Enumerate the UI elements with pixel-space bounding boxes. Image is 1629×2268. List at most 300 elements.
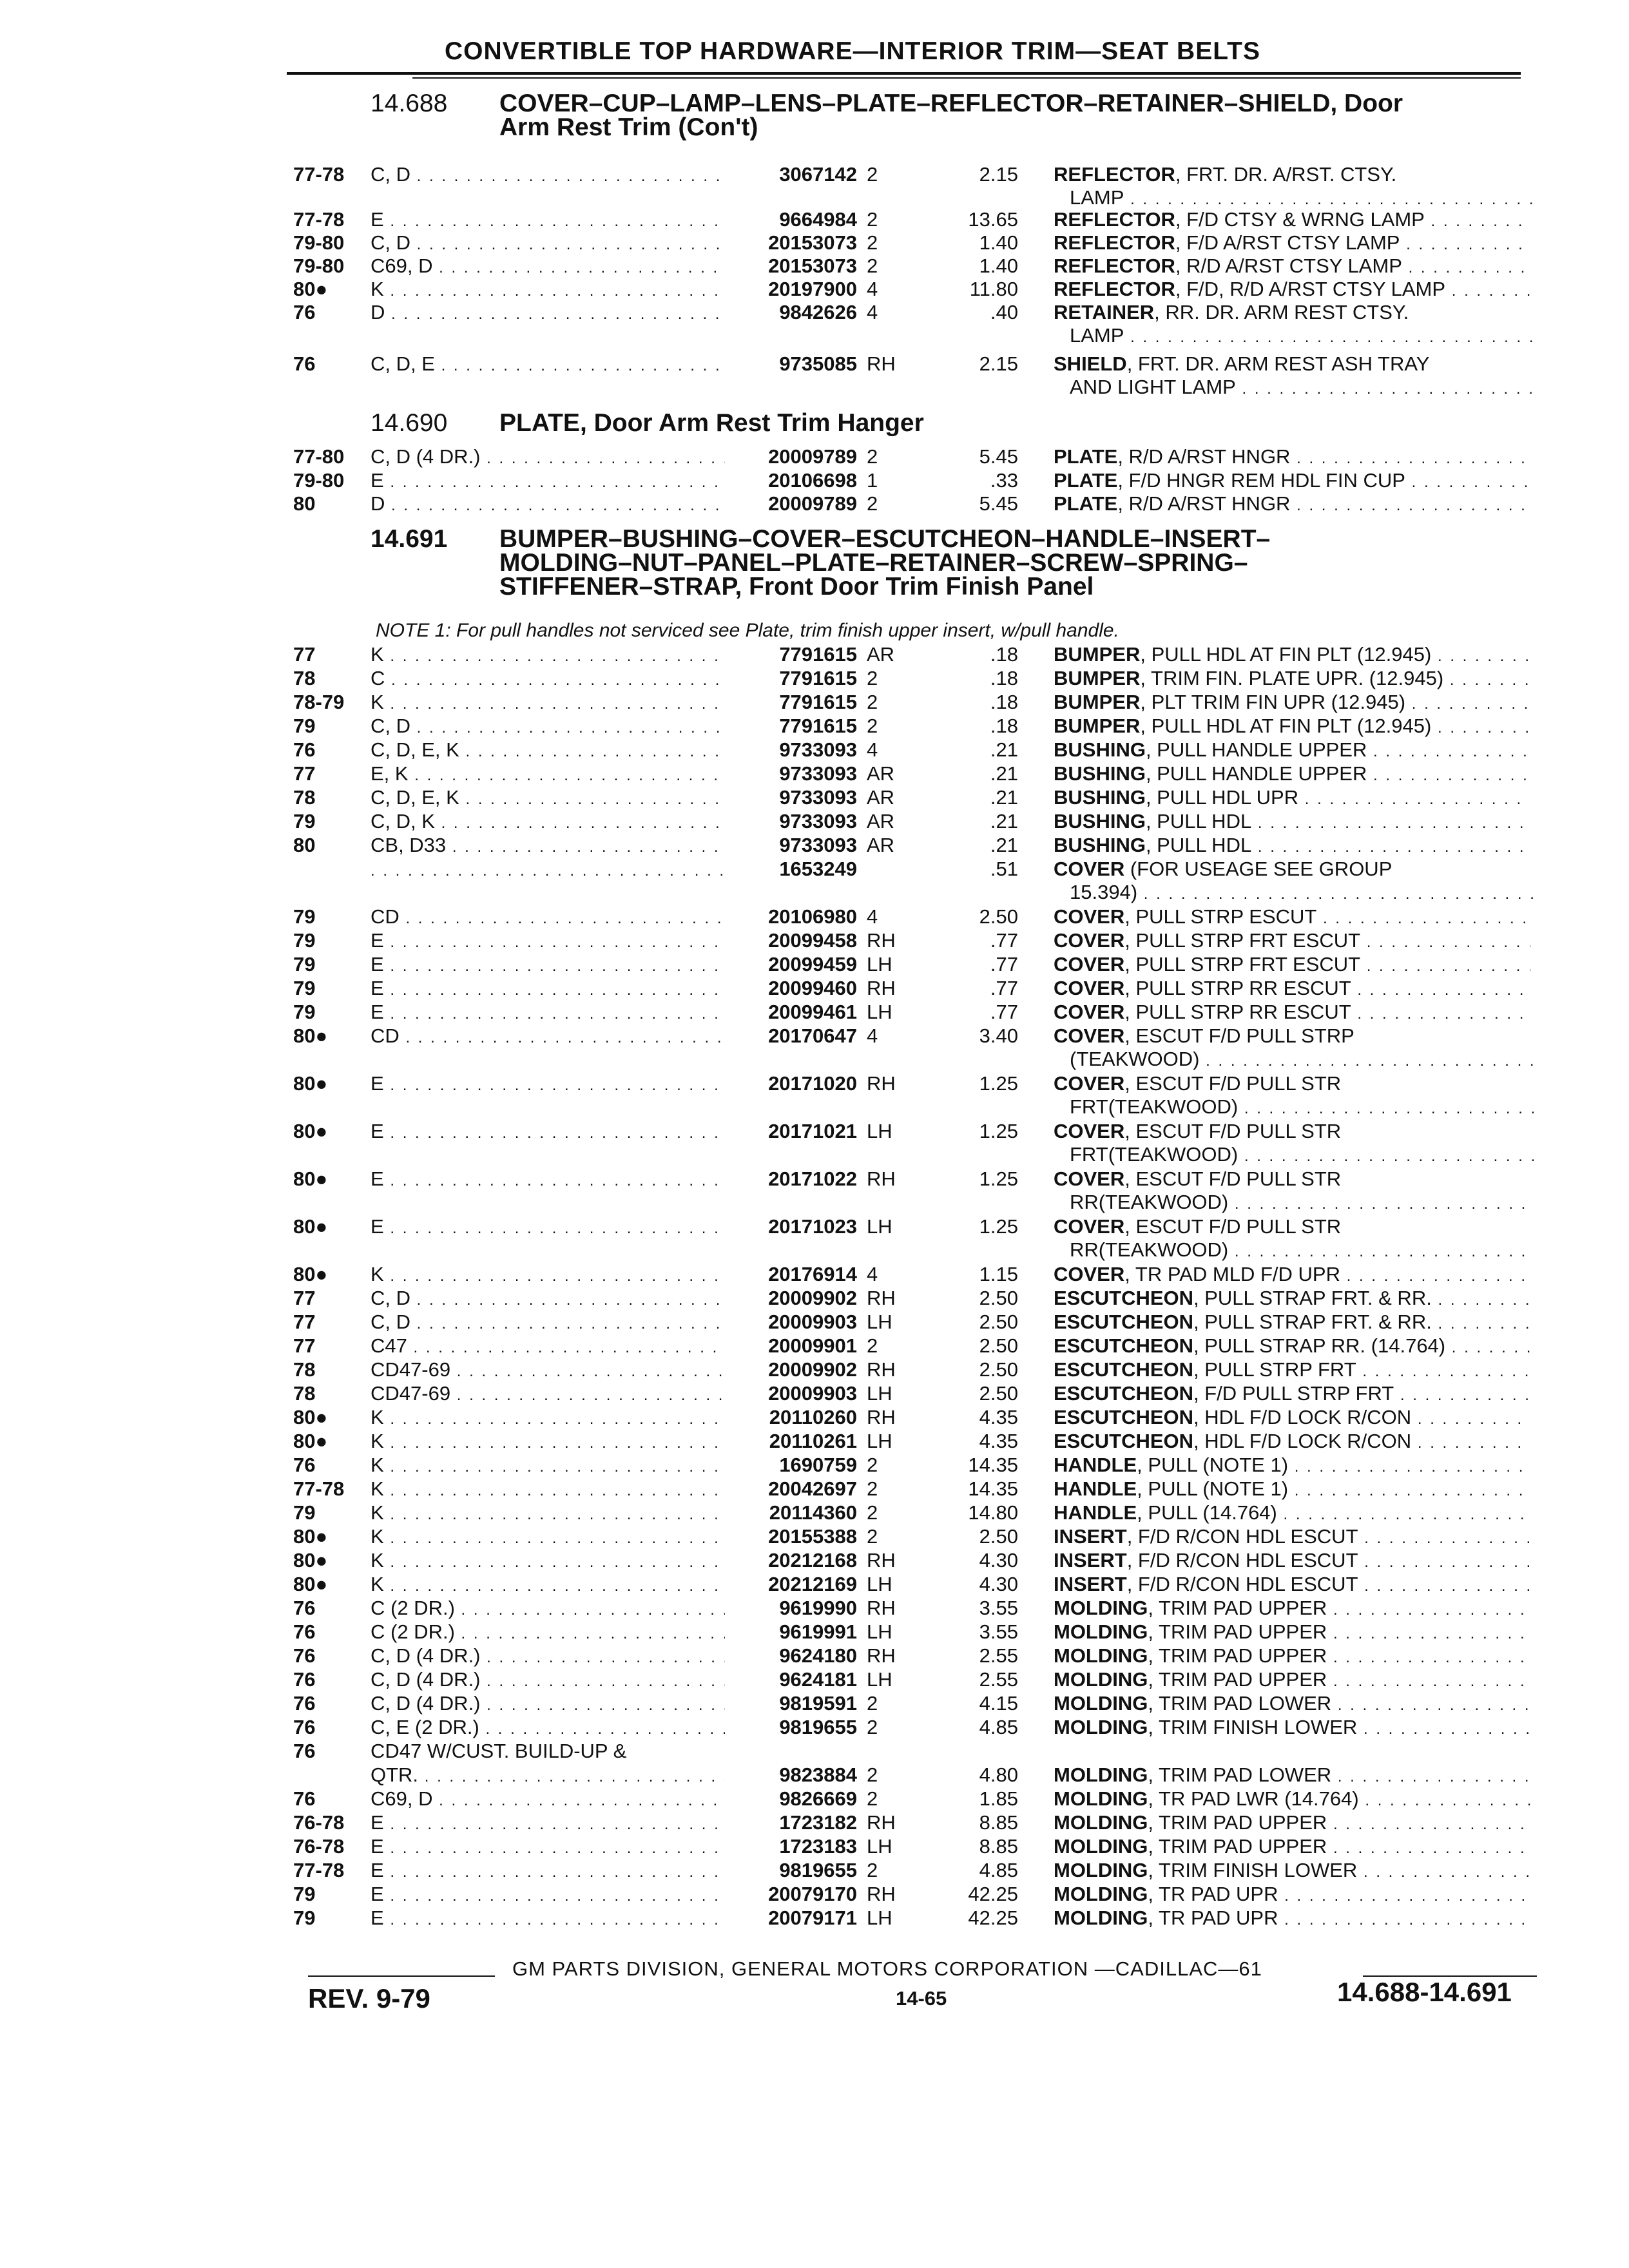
quantity: AR	[867, 643, 895, 666]
model-codes: E . . .	[371, 952, 725, 979]
part-detail: , TRIM PAD UPPER	[1148, 1644, 1327, 1667]
part-description	[1054, 714, 1530, 740]
section-number: 14.690	[371, 409, 448, 437]
price: 1.15	[979, 1263, 1018, 1285]
model-codes: C, D, E, K . . .	[371, 738, 725, 764]
part-name: HANDLE	[1054, 1454, 1137, 1476]
part-description	[1054, 952, 1530, 979]
quantity: LH	[867, 1215, 892, 1238]
part-detail: , ESCUT F/D PULL STRP	[1124, 1024, 1354, 1047]
model-years: 79	[293, 1501, 316, 1524]
price: 14.80	[968, 1501, 1018, 1524]
model-codes: K . . .	[371, 642, 725, 669]
part-name: COVER	[1054, 1263, 1125, 1285]
part-row	[0, 690, 1629, 715]
model-codes: K . . .	[371, 1477, 725, 1503]
part-number: 9733093	[779, 786, 857, 809]
part-name: MOLDING	[1054, 1859, 1148, 1881]
model-years: 77-78	[293, 1859, 345, 1881]
part-row	[0, 1834, 1629, 1859]
model-codes: E . . .	[371, 928, 725, 955]
part-description	[1054, 690, 1530, 716]
quantity: 2	[867, 1787, 878, 1810]
part-detail: , F/D HNGR REM HDL FIN CUP	[1117, 469, 1405, 492]
part-name: COVER	[1054, 1001, 1125, 1023]
part-row	[0, 1763, 1629, 1787]
model-codes: C, D . . .	[371, 714, 725, 740]
price: 1.25	[979, 1168, 1018, 1190]
model-codes: C, D . . .	[371, 1286, 725, 1312]
part-description	[1054, 1167, 1530, 1191]
model-codes: E, K . . .	[371, 762, 725, 788]
part-detail: , PULL HDL UPR	[1145, 786, 1299, 809]
part-row	[0, 1215, 1629, 1261]
part-name: PLATE	[1054, 469, 1118, 492]
part-description	[1054, 352, 1530, 376]
section-heading	[371, 527, 1537, 599]
part-description	[1054, 445, 1530, 471]
quantity: 2	[867, 715, 878, 737]
part-description	[1054, 1262, 1530, 1289]
part-name: REFLECTOR	[1054, 231, 1175, 254]
part-name: PLATE	[1054, 492, 1118, 515]
part-description	[1054, 905, 1530, 931]
part-row	[0, 1381, 1629, 1406]
model-years: 80●	[293, 1406, 328, 1428]
part-detail: , R/D A/RST HNGR	[1117, 492, 1291, 515]
part-row	[0, 1000, 1629, 1024]
part-detail-continued: LAMP . . .	[1070, 323, 1534, 350]
part-row	[0, 1024, 1629, 1070]
model-years: 77	[293, 1287, 316, 1309]
price: .40	[990, 301, 1018, 323]
quantity: LH	[867, 1311, 892, 1333]
part-number: 20110260	[769, 1406, 857, 1428]
part-row	[0, 928, 1629, 953]
part-row	[0, 666, 1629, 691]
price: 1.25	[979, 1215, 1018, 1238]
part-name: BUSHING	[1054, 810, 1146, 832]
part-description	[1054, 1000, 1530, 1026]
part-name: INSERT	[1054, 1549, 1127, 1571]
part-description	[1054, 1858, 1530, 1885]
part-name: MOLDING	[1054, 1716, 1148, 1738]
price: 2.55	[979, 1644, 1018, 1667]
part-row	[0, 1119, 1629, 1166]
part-number: 20099461	[768, 1001, 857, 1023]
quantity: 4	[867, 1263, 878, 1285]
model-years: 79	[293, 1883, 316, 1905]
part-name: BUSHING	[1054, 786, 1146, 809]
part-name: ESCUTCHEON	[1054, 1430, 1194, 1452]
part-number: 20009902	[768, 1358, 857, 1381]
model-years: 78-79	[293, 691, 345, 713]
part-number: 20099459	[768, 953, 857, 975]
model-codes: E . . .	[371, 1072, 725, 1098]
part-number: 20106980	[768, 905, 857, 928]
model-codes: D . . .	[371, 300, 725, 327]
part-number: 20079170	[768, 1883, 857, 1905]
part-row	[0, 1620, 1629, 1644]
part-row	[0, 1596, 1629, 1620]
model-years: 79	[293, 1001, 316, 1023]
price: 3.55	[979, 1620, 1018, 1643]
quantity: 2	[867, 1525, 878, 1548]
price: 13.65	[968, 208, 1018, 231]
part-name: REFLECTOR	[1054, 163, 1175, 186]
price: .77	[990, 977, 1018, 999]
price: 4.35	[979, 1406, 1018, 1428]
model-years: 80●	[293, 1168, 328, 1190]
part-row	[0, 1906, 1629, 1930]
part-description	[1054, 1072, 1530, 1096]
model-years: 76	[293, 738, 316, 761]
part-number: 20155388	[768, 1525, 857, 1548]
part-name: COVER	[1054, 1024, 1125, 1047]
part-description	[1054, 1548, 1530, 1575]
price: 14.35	[968, 1477, 1018, 1500]
part-number: 9624180	[779, 1644, 857, 1667]
part-detail: , TRIM FINISH LOWER	[1148, 1859, 1358, 1881]
model-years: 80●	[293, 1024, 328, 1047]
part-row	[0, 1811, 1629, 1835]
quantity: RH	[867, 1644, 896, 1667]
quantity: LH	[867, 1907, 892, 1929]
part-row	[0, 1477, 1629, 1501]
part-detail: , R/D A/RST HNGR	[1117, 445, 1291, 468]
model-codes: K . . .	[371, 1548, 725, 1575]
part-description	[1054, 1501, 1530, 1527]
price: .77	[990, 1001, 1018, 1023]
part-description	[1054, 1477, 1530, 1503]
part-detail: , R/D A/RST CTSY LAMP	[1175, 255, 1402, 277]
model-years: 77-78	[293, 1477, 345, 1500]
part-row	[0, 468, 1629, 493]
quantity: RH	[867, 352, 896, 375]
part-description	[1054, 207, 1530, 234]
header-rule-thin	[412, 77, 1521, 79]
model-years: 80●	[293, 1072, 328, 1095]
part-name: ESCUTCHEON	[1054, 1382, 1194, 1405]
model-codes: CD47 W/CUST. BUILD-UP &	[371, 1740, 627, 1762]
model-years: 78	[293, 786, 316, 809]
part-number: 1690759	[779, 1454, 857, 1476]
model-years: 76	[293, 1644, 316, 1667]
part-description	[1054, 300, 1530, 325]
part-row	[0, 738, 1629, 762]
model-codes: C, D, K . . .	[371, 809, 725, 836]
price: 5.45	[979, 492, 1018, 515]
part-detail: , TRIM PAD LOWER	[1148, 1763, 1332, 1786]
part-description	[1054, 1119, 1530, 1144]
section-title: BUMPER–BUSHING–COVER–ESCUTCHEON–HANDLE–INSERT– MOLDING–NUT–PANEL–PLATE–RETAINER–SCREW–SPRING– STIFFENER–STRAP, Front Door Trim Finish Panel	[499, 525, 1271, 601]
part-detail: , PLT TRIM FIN UPR (12.945)	[1140, 691, 1406, 713]
quantity: 2	[867, 445, 878, 468]
model-years: 76	[293, 1740, 316, 1762]
price: 4.30	[979, 1549, 1018, 1571]
quantity: 2	[867, 208, 878, 231]
model-years: 80●	[293, 1120, 328, 1142]
part-name: COVER	[1054, 1168, 1125, 1190]
part-number: 20110261	[769, 1430, 857, 1452]
part-row	[0, 162, 1629, 209]
model-codes: C, D (4 DR.) . . .	[371, 1667, 725, 1694]
model-codes: C69, D . . .	[371, 1787, 725, 1813]
part-row	[0, 1644, 1629, 1668]
part-row	[0, 231, 1629, 255]
model-codes: K . . .	[371, 1429, 725, 1456]
model-years: 79	[293, 953, 316, 975]
part-name: MOLDING	[1054, 1620, 1148, 1643]
price: .51	[990, 858, 1018, 880]
part-detail: , ESCUT F/D PULL STR	[1124, 1168, 1342, 1190]
price: 8.85	[979, 1811, 1018, 1834]
part-detail-continued: 15.394) . . .	[1070, 880, 1534, 907]
price: .21	[990, 762, 1018, 785]
part-number: 20153073	[768, 231, 857, 254]
part-detail: , ESCUT F/D PULL STR	[1124, 1120, 1342, 1142]
part-detail: , F/D R/CON HDL ESCUT	[1126, 1525, 1358, 1548]
model-codes: E . . .	[371, 1882, 725, 1908]
part-description	[1054, 1024, 1530, 1048]
part-name: COVER	[1054, 953, 1125, 975]
part-detail-continued: FRT(TEAKWOOD) . . .	[1070, 1095, 1534, 1121]
part-number: 1723182	[779, 1811, 857, 1834]
part-detail: , PULL HDL	[1145, 810, 1252, 832]
part-description	[1054, 1691, 1530, 1718]
price: .33	[990, 469, 1018, 492]
model-years: 79	[293, 905, 316, 928]
part-description	[1054, 1358, 1530, 1384]
part-number: 9735085	[779, 352, 857, 375]
model-years: 77-78	[293, 163, 345, 186]
model-years: 76	[293, 1454, 316, 1476]
part-row	[0, 952, 1629, 977]
model-years: 76-78	[293, 1811, 345, 1834]
part-description	[1054, 857, 1530, 881]
quantity: RH	[867, 929, 896, 952]
part-description	[1054, 642, 1530, 669]
part-row	[0, 207, 1629, 232]
part-number: 1723183	[779, 1835, 857, 1858]
part-description	[1054, 1787, 1530, 1813]
part-name: COVER	[1054, 929, 1125, 952]
part-description	[1054, 1310, 1530, 1336]
part-name: COVER	[1054, 977, 1125, 999]
part-description	[1054, 1667, 1530, 1694]
price: 2.50	[979, 1382, 1018, 1405]
part-name: RETAINER	[1054, 301, 1155, 323]
model-codes: K . . .	[371, 1262, 725, 1289]
part-detail: , HDL F/D LOCK R/CON	[1193, 1430, 1412, 1452]
quantity: 2	[867, 667, 878, 689]
quantity: RH	[867, 1406, 896, 1428]
model-codes: K . . .	[371, 1501, 725, 1527]
part-detail: , TRIM PAD UPPER	[1148, 1668, 1327, 1691]
part-detail: , TR PAD MLD F/D UPR	[1124, 1263, 1340, 1285]
part-number: 9664984	[779, 208, 857, 231]
quantity: LH	[867, 1382, 892, 1405]
part-description	[1054, 231, 1530, 257]
quantity: 2	[867, 1334, 878, 1357]
part-description	[1054, 1811, 1530, 1837]
quantity: 2	[867, 1501, 878, 1524]
model-years: 76	[293, 352, 316, 375]
model-codes: E . . .	[371, 1215, 725, 1241]
quantity: 2	[867, 1454, 878, 1476]
part-number: 20171020	[768, 1072, 857, 1095]
part-row	[0, 976, 1629, 1001]
model-codes: K . . .	[371, 277, 725, 303]
part-detail-continued: RR(TEAKWOOD) . . .	[1070, 1238, 1534, 1264]
part-row	[0, 277, 1629, 302]
part-description	[1054, 1286, 1530, 1312]
part-number: 9842626	[779, 301, 857, 323]
model-codes: E . . .	[371, 1119, 725, 1146]
part-description	[1054, 1381, 1530, 1408]
part-row	[0, 905, 1629, 929]
part-row	[0, 445, 1629, 469]
model-codes: E . . .	[371, 207, 725, 234]
part-name: INSERT	[1054, 1525, 1127, 1548]
price: 4.15	[979, 1692, 1018, 1715]
quantity: RH	[867, 1072, 896, 1095]
price: .77	[990, 953, 1018, 975]
model-codes: K . . .	[371, 1405, 725, 1432]
quantity: LH	[867, 1668, 892, 1691]
part-name: REFLECTOR	[1054, 278, 1175, 300]
model-years: 76	[293, 1692, 316, 1715]
model-codes: E . . .	[371, 468, 725, 495]
part-number: 9733093	[779, 810, 857, 832]
quantity: RH	[867, 1883, 896, 1905]
part-detail: , RR. DR. ARM REST CTSY.	[1154, 301, 1409, 323]
model-years: 76	[293, 1597, 316, 1619]
part-detail: , PULL STRP FRT	[1193, 1358, 1356, 1381]
part-description	[1054, 1405, 1530, 1432]
quantity: LH	[867, 1573, 892, 1595]
model-codes: C, D (4 DR.) . . .	[371, 1691, 725, 1718]
part-description	[1054, 1763, 1530, 1789]
part-detail: , PULL STRAP FRT. & RR.	[1193, 1287, 1432, 1309]
part-name: MOLDING	[1054, 1668, 1148, 1691]
part-detail: , F/D CTSY & WRNG LAMP	[1175, 208, 1425, 231]
part-detail-continued: LAMP . . .	[1070, 186, 1534, 212]
part-name: BUSHING	[1054, 834, 1146, 856]
model-codes: C, D (4 DR.) . . .	[371, 1644, 725, 1670]
section-number: 14.688	[371, 90, 448, 117]
quantity: 2	[867, 255, 878, 277]
model-codes: K . . .	[371, 1572, 725, 1599]
part-name: MOLDING	[1054, 1811, 1148, 1834]
part-detail: , HDL F/D LOCK R/CON	[1193, 1406, 1412, 1428]
model-years: 80	[293, 834, 316, 856]
part-name: MOLDING	[1054, 1763, 1148, 1786]
section-title: COVER–CUP–LAMP–LENS–PLATE–REFLECTOR–RETAINER–SHIELD, Door Arm Rest Trim (Con't)	[499, 90, 1403, 141]
model-years: 79	[293, 715, 316, 737]
part-detail: , PULL HANDLE UPPER	[1145, 762, 1367, 785]
part-row	[0, 254, 1629, 278]
part-name: INSERT	[1054, 1573, 1127, 1595]
model-years: 77-78	[293, 208, 345, 231]
price: 11.80	[969, 278, 1018, 300]
model-years: 79	[293, 810, 316, 832]
model-codes: K . . .	[371, 1453, 725, 1479]
price: 42.25	[968, 1883, 1018, 1905]
part-number: 20171021	[768, 1120, 857, 1142]
part-number: 20171023	[768, 1215, 857, 1238]
part-name: COVER	[1054, 858, 1125, 880]
model-codes: K . . .	[371, 690, 725, 716]
part-number: 20009903	[768, 1382, 857, 1405]
part-number: 7791615	[779, 715, 857, 737]
model-codes: CD47-69 . . .	[371, 1381, 725, 1408]
part-row	[0, 352, 1629, 398]
part-detail: , TRIM PAD LOWER	[1148, 1692, 1332, 1715]
part-row	[0, 1882, 1629, 1907]
part-name: ESCUTCHEON	[1054, 1334, 1194, 1357]
part-number: 9619990	[779, 1597, 857, 1619]
part-name: BUSHING	[1054, 762, 1146, 785]
price: 2.15	[979, 352, 1018, 375]
part-number: 20170647	[768, 1024, 857, 1047]
header-rule	[287, 72, 1521, 75]
part-name: BUMPER	[1054, 715, 1141, 737]
part-number: 20009903	[768, 1311, 857, 1333]
part-number: 9819655	[779, 1716, 857, 1738]
price: .21	[990, 834, 1018, 856]
part-number: 20009789	[768, 492, 857, 515]
model-years: 80●	[293, 1549, 328, 1571]
part-number: 20197900	[768, 278, 857, 300]
part-row	[0, 1429, 1629, 1454]
model-codes: C, D . . .	[371, 231, 725, 257]
part-row	[0, 1167, 1629, 1213]
part-description	[1054, 762, 1530, 788]
part-description	[1054, 738, 1530, 764]
part-name: BUSHING	[1054, 738, 1146, 761]
quantity: 2	[867, 1859, 878, 1881]
part-detail: , PULL STRP ESCUT	[1124, 905, 1317, 928]
price: .18	[990, 715, 1018, 737]
price: 4.85	[979, 1716, 1018, 1738]
model-years: 80●	[293, 278, 328, 300]
part-number: 7791615	[779, 667, 857, 689]
model-codes: C, D, E . . .	[371, 352, 725, 378]
part-number: 3067142	[779, 163, 857, 186]
price: 4.30	[979, 1573, 1018, 1595]
part-name: MOLDING	[1054, 1907, 1148, 1929]
part-row	[0, 1501, 1629, 1525]
part-detail: , F/D A/RST CTSY LAMP	[1175, 231, 1400, 254]
quantity: RH	[867, 1168, 896, 1190]
price: 2.15	[979, 163, 1018, 186]
model-codes: CD47-69 . . .	[371, 1358, 725, 1384]
part-number: 20176914	[768, 1263, 857, 1285]
part-number: 20212169	[768, 1573, 857, 1595]
footer-credit: GM PARTS DIVISION, GENERAL MOTORS CORPORATION —CADILLAC—61	[512, 1957, 1262, 1980]
quantity: 1	[867, 469, 878, 492]
part-row	[0, 1548, 1629, 1573]
quantity: LH	[867, 1430, 892, 1452]
part-row	[0, 1572, 1629, 1597]
part-detail: , TRIM FIN. PLATE UPR. (12.945)	[1140, 667, 1444, 689]
quantity: 4	[867, 278, 878, 300]
part-detail: , FRT. DR. ARM REST ASH TRAY	[1126, 352, 1430, 375]
price: 4.85	[979, 1859, 1018, 1881]
part-row	[0, 1358, 1629, 1382]
model-years: 76	[293, 1716, 316, 1738]
